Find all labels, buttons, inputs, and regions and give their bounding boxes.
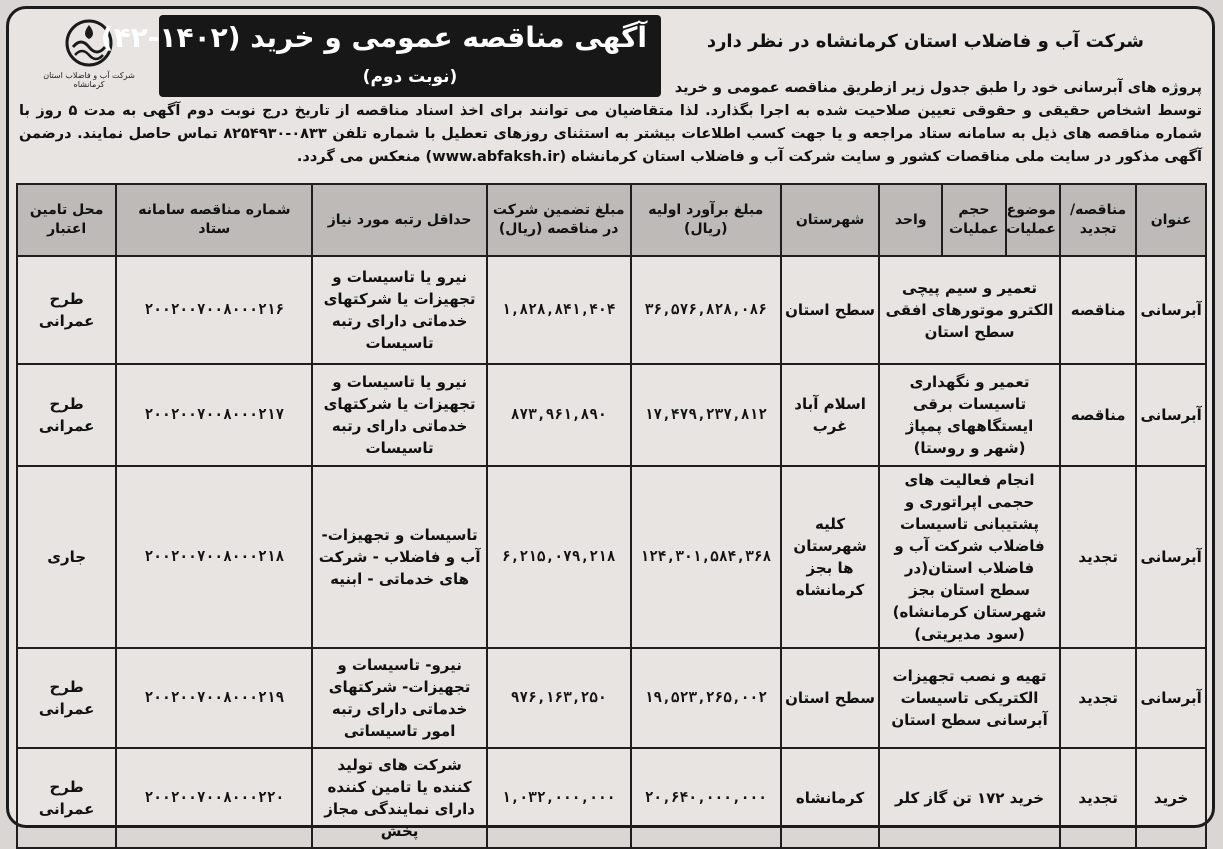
cell-setad-no: ۲۰۰۲۰۰۷۰۰۸۰۰۰۲۱۷: [116, 364, 312, 466]
cell-city: سطح استان: [781, 648, 879, 748]
cell-rank: تاسیسات و تجهیزات- آب و فاضلاب - شرکت های خدماتی - ابنیه: [312, 466, 486, 648]
cell-setad-no: ۲۰۰۲۰۰۷۰۰۸۰۰۰۲۲۰: [116, 748, 312, 848]
tender-table: [16, 183, 1207, 849]
cell-title: آبرسانی: [1136, 364, 1206, 466]
cell-funding: جاری: [17, 466, 116, 648]
cell-guarantee: ۱,۸۲۸,۸۴۱,۴۰۴: [487, 256, 631, 364]
cell-guarantee: ۶,۲۱۵,۰۷۹,۲۱۸: [487, 466, 631, 648]
cell-funding: طرح عمرانی: [17, 256, 116, 364]
intro-first-line: پروژه های آبرسانی خود را طبق جدول زیر ازطریق مناقصه عمومی و خرید: [674, 80, 1202, 96]
cell-title: آبرسانی: [1136, 466, 1206, 648]
cell-subject: تهیه و نصب تجهیزات الکتریکی تاسیسات آبرسانی سطح استان: [879, 648, 1060, 748]
cell-funding: طرح عمرانی: [17, 748, 116, 848]
cell-funding: طرح عمرانی: [17, 648, 116, 748]
cell-type: تجدید: [1060, 748, 1136, 848]
header-funding: محل تامین اعتبار: [17, 184, 116, 256]
header-unit: واحد: [879, 184, 942, 256]
cell-estimate: ۱۹,۵۲۳,۲۶۵,۰۰۲: [631, 648, 781, 748]
cell-city: اسلام آباد غرب: [781, 364, 879, 466]
logo-caption: شرکت آب و فاضلاب استان کرمانشاه: [43, 71, 135, 89]
cell-rank: نیرو یا تاسیسات و تجهیزات یا شرکتهای خدماتی دارای رتبه تاسیسات: [312, 364, 486, 466]
cell-rank: نیرو یا تاسیسات و تجهیزات یا شرکتهای خدماتی دارای رتبه تاسیسات: [312, 256, 486, 364]
header-volume: حجم عملیات: [942, 184, 1005, 256]
cell-estimate: ۱۷,۴۷۹,۲۳۷,۸۱۲: [631, 364, 781, 466]
cell-title: خرید: [1136, 748, 1206, 848]
intro-body: توسط اشخاص حقیقی و حقوقی تعیین صلاحیت شده به اجرا بگذارد. لذا متقاضیان می توانند برای اخذ اسناد مناقصه از تاریخ درج نوبت دوم آگهی به مدت ۵ روز با شماره مناقصه های ذیل به سامانه ستاد مراجعه و یا جهت کسب اطلاعات بیشتر به استثنای روزهای تعطیل با شماره تلفن ۰۸۳۳-۸۲۵۴۹۳۰ تماس حاصل نمایند. درضمن آگهی مذکور در سایت ملی مناقصات کشور و سایت شرکت آب و فاضلاب استان کرمانشاه (www.abfaksh.ir) منعکس می گردد.: [19, 103, 1202, 165]
header-setad-no: شماره مناقصه سامانه ستاد: [116, 184, 312, 256]
cell-setad-no: ۲۰۰۲۰۰۷۰۰۸۰۰۰۲۱۶: [116, 256, 312, 364]
table-row: [17, 256, 1206, 364]
table-header-row: [17, 184, 1206, 256]
cell-title: آبرسانی: [1136, 256, 1206, 364]
cell-guarantee: ۹۷۶,۱۶۳,۲۵۰: [487, 648, 631, 748]
cell-city: سطح استان: [781, 256, 879, 364]
cell-type: تجدید: [1060, 648, 1136, 748]
cell-city: کرمانشاه: [781, 748, 879, 848]
cell-subject: خرید ۱۷۲ تن گاز کلر: [879, 748, 1060, 848]
banner-title: آگهی مناقصه عمومی و خرید (۱۴۰۲-۴۲): [100, 21, 647, 54]
cell-subject: تعمیر و نگهداری تاسیسات برقی ایستگاههای پمپاژ (شهر و روستا): [879, 364, 1060, 466]
table-row: [17, 364, 1206, 466]
table-row: [17, 466, 1206, 648]
cell-type: تجدید: [1060, 466, 1136, 648]
header-title: عنوان: [1136, 184, 1206, 256]
cell-setad-no: ۲۰۰۲۰۰۷۰۰۸۰۰۰۲۱۹: [116, 648, 312, 748]
table-row: [17, 748, 1206, 848]
header-rank: حداقل رتبه مورد نیاز: [312, 184, 486, 256]
cell-subject: تعمیر و سیم پیچی الکترو موتورهای افقی سطح استان: [879, 256, 1060, 364]
cell-guarantee: ۸۷۳,۹۶۱,۸۹۰: [487, 364, 631, 466]
header-estimate: مبلغ برآورد اولیه (ریال): [631, 184, 781, 256]
header-type: مناقصه/ تجدید: [1060, 184, 1136, 256]
company-line: شرکت آب و فاضلاب استان کرمانشاه در نظر دارد: [706, 31, 1144, 52]
cell-guarantee: ۱,۰۳۲,۰۰۰,۰۰۰: [487, 748, 631, 848]
cell-title: آبرسانی: [1136, 648, 1206, 748]
cell-type: مناقصه: [1060, 256, 1136, 364]
announcement-banner: [100, 15, 661, 97]
table-row: [17, 648, 1206, 748]
cell-rank: نیرو- تاسیسات و تجهیزات- شرکتهای خدماتی دارای رتبه امور تاسیساتی: [312, 648, 486, 748]
banner-subtitle: (نوبت دوم): [362, 67, 458, 87]
cell-setad-no: ۲۰۰۲۰۰۷۰۰۸۰۰۰۲۱۸: [116, 466, 312, 648]
cell-estimate: ۲۰,۶۴۰,۰۰۰,۰۰۰: [631, 748, 781, 848]
header-guarantee: مبلغ تضمین شرکت در مناقصه (ریال): [487, 184, 631, 256]
cell-type: مناقصه: [1060, 364, 1136, 466]
cell-rank: شرکت های تولید کننده یا تامین کننده دارای نمایندگی مجاز پخش: [312, 748, 486, 848]
header-city: شهرستان: [781, 184, 879, 256]
cell-estimate: ۳۶,۵۷۶,۸۲۸,۰۸۶: [631, 256, 781, 364]
cell-estimate: ۱۲۴,۳۰۱,۵۸۴,۳۶۸: [631, 466, 781, 648]
cell-funding: طرح عمرانی: [17, 364, 116, 466]
cell-city: کلیه شهرستان ها بجز کرمانشاه: [781, 466, 879, 648]
cell-subject: انجام فعالیت های حجمی اپراتوری و پشتیبانی تاسیسات فاضلاب شرکت آب و فاضلاب استان(در سطح استان بجز شهرستان کرمانشاه) (سود مدیریتی): [879, 466, 1060, 648]
header-subject: موضوع عملیات: [1006, 184, 1060, 256]
